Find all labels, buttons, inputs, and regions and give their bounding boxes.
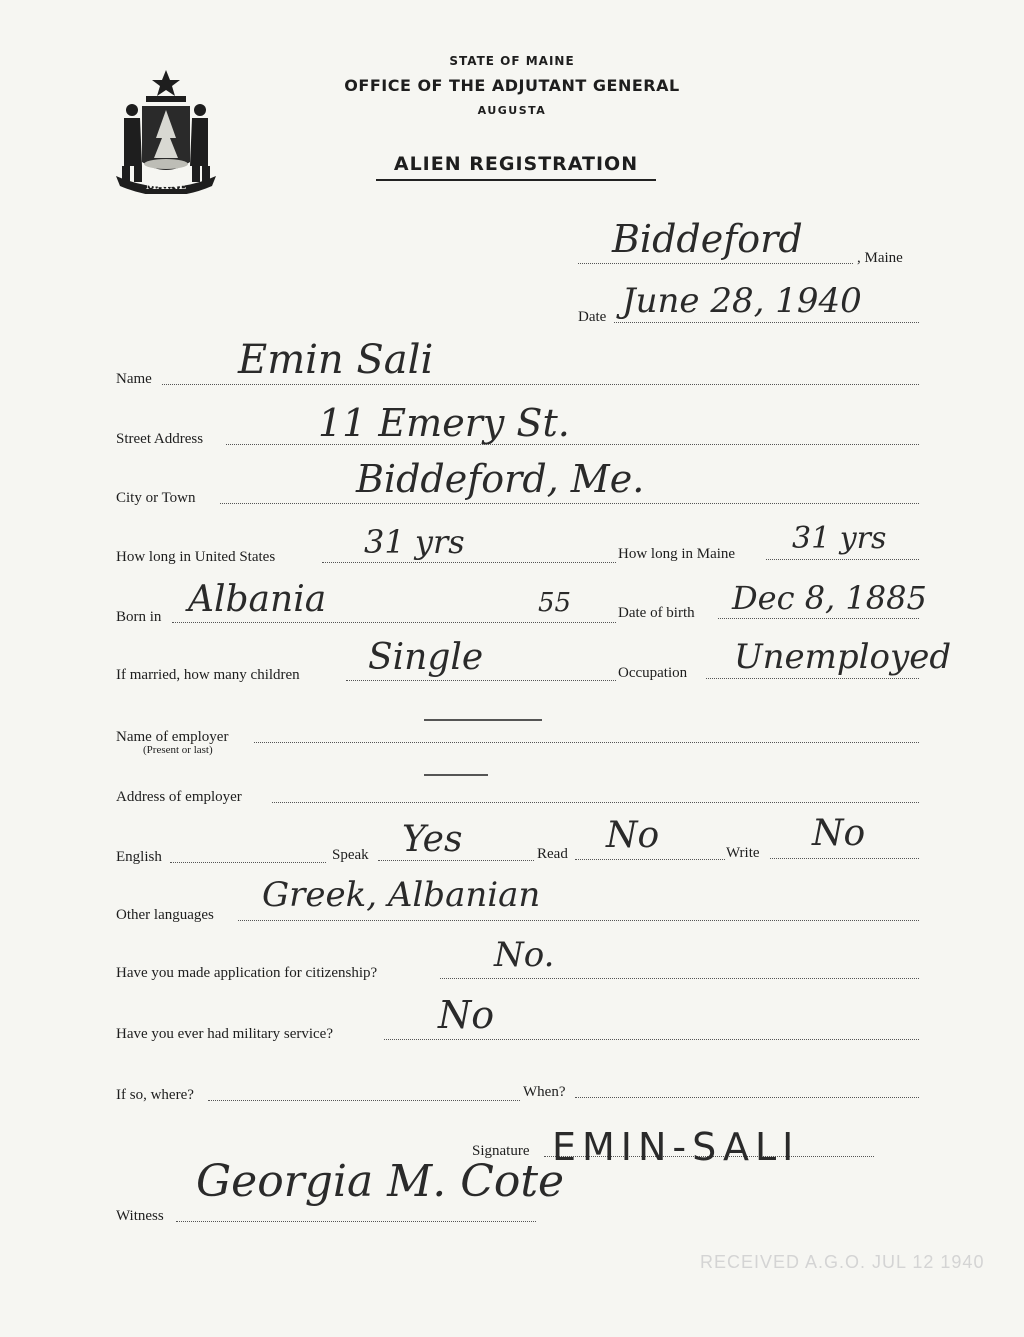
employer-name-dash [424,719,542,721]
received-stamp: RECEIVED A.G.O. JUL 12 1940 [700,1252,985,1272]
years-me-value: 31 yrs [792,521,887,556]
other-languages-label: Other languages [116,907,214,923]
born-in-label: Born in [116,609,162,625]
witness-label: Witness [116,1208,164,1224]
city-label: City or Town [116,490,196,506]
employer-name-label: Name of employer [116,729,229,745]
header-office: OFFICE OF THE ADJUTANT GENERAL [344,76,680,95]
street-label: Street Address [116,431,204,447]
employer-address-label: Address of employer [116,789,242,805]
citizenship-value: No. [494,935,555,975]
english-dotline [170,862,326,863]
write-dotline [770,858,919,859]
town-value: Biddeford [612,217,803,261]
born-in-value: Albania [188,579,327,620]
header-state: STATE OF MAINE [449,54,575,68]
employer-address-dotline [272,802,919,803]
other-languages-value: Greek, Albanian [262,875,541,915]
occupation-value: Unemployed [734,637,952,677]
name-dotline [162,384,919,385]
write-value: No [812,813,866,854]
how-long-me-dotline [766,559,919,560]
military-value: No [438,993,495,1037]
date-of-birth-value: Dec 8, 1885 [732,579,927,617]
date-value: June 28, 1940 [622,281,862,321]
children-dotline [346,680,616,681]
name-value: Emin Sali [238,337,434,383]
when-dotline [575,1097,919,1098]
witness-value: Georgia M. Cote [196,1156,565,1207]
write-label: Write [726,845,760,861]
age-note-value: 55 [538,588,572,618]
speak-label: Speak [332,847,369,863]
occupation-label: Occupation [618,665,688,681]
occupation-dotline [706,678,919,679]
street-value: 11 Emery St. [318,401,570,445]
header-city: AUGUSTA [477,104,547,117]
maine-label: , Maine [857,250,903,266]
speak-dotline [378,860,534,861]
read-dotline [575,859,725,860]
witness-dotline [176,1221,536,1222]
date-label: Date [578,309,607,325]
born-in-dotline [172,622,616,623]
svg-text:MAINE: MAINE [145,181,187,192]
other-languages-dotline [238,920,919,921]
date-of-birth-label: Date of birth [618,605,695,621]
english-label: English [116,849,162,865]
employer-address-dash [424,774,488,776]
how-long-us-dotline [322,562,616,563]
children-value: Single [368,637,484,678]
citizenship-label: Have you made application for citizenship? [116,965,378,981]
how-long-us-label: How long in United States [116,549,276,565]
military-dotline [384,1039,919,1040]
name-label: Name [116,371,152,387]
how-long-me-label: How long in Maine [618,546,736,562]
date-dotline [614,322,919,323]
city-value: Biddeford, Me. [356,457,645,501]
speak-value: Yes [402,819,463,860]
employer-name-dotline [254,742,919,743]
read-label: Read [537,846,568,862]
signature-label: Signature [472,1143,530,1159]
years-us-value: 31 yrs [364,523,465,561]
if-so-where-dotline [208,1100,520,1101]
if-so-where-label: If so, where? [116,1087,194,1103]
children-label: If married, how many children [116,667,300,683]
town-dotline [578,263,853,264]
form-title: ALIEN REGISTRATION [376,153,656,181]
date-of-birth-dotline [718,618,919,619]
citizenship-dotline [440,978,919,979]
military-label: Have you ever had military service? [116,1026,333,1042]
signature-value: EMIN-SALI [552,1125,800,1169]
read-value: No [606,815,660,856]
when-label: When? [523,1084,566,1100]
city-dotline [220,503,919,504]
employer-name-note: (Present or last) [143,744,213,756]
